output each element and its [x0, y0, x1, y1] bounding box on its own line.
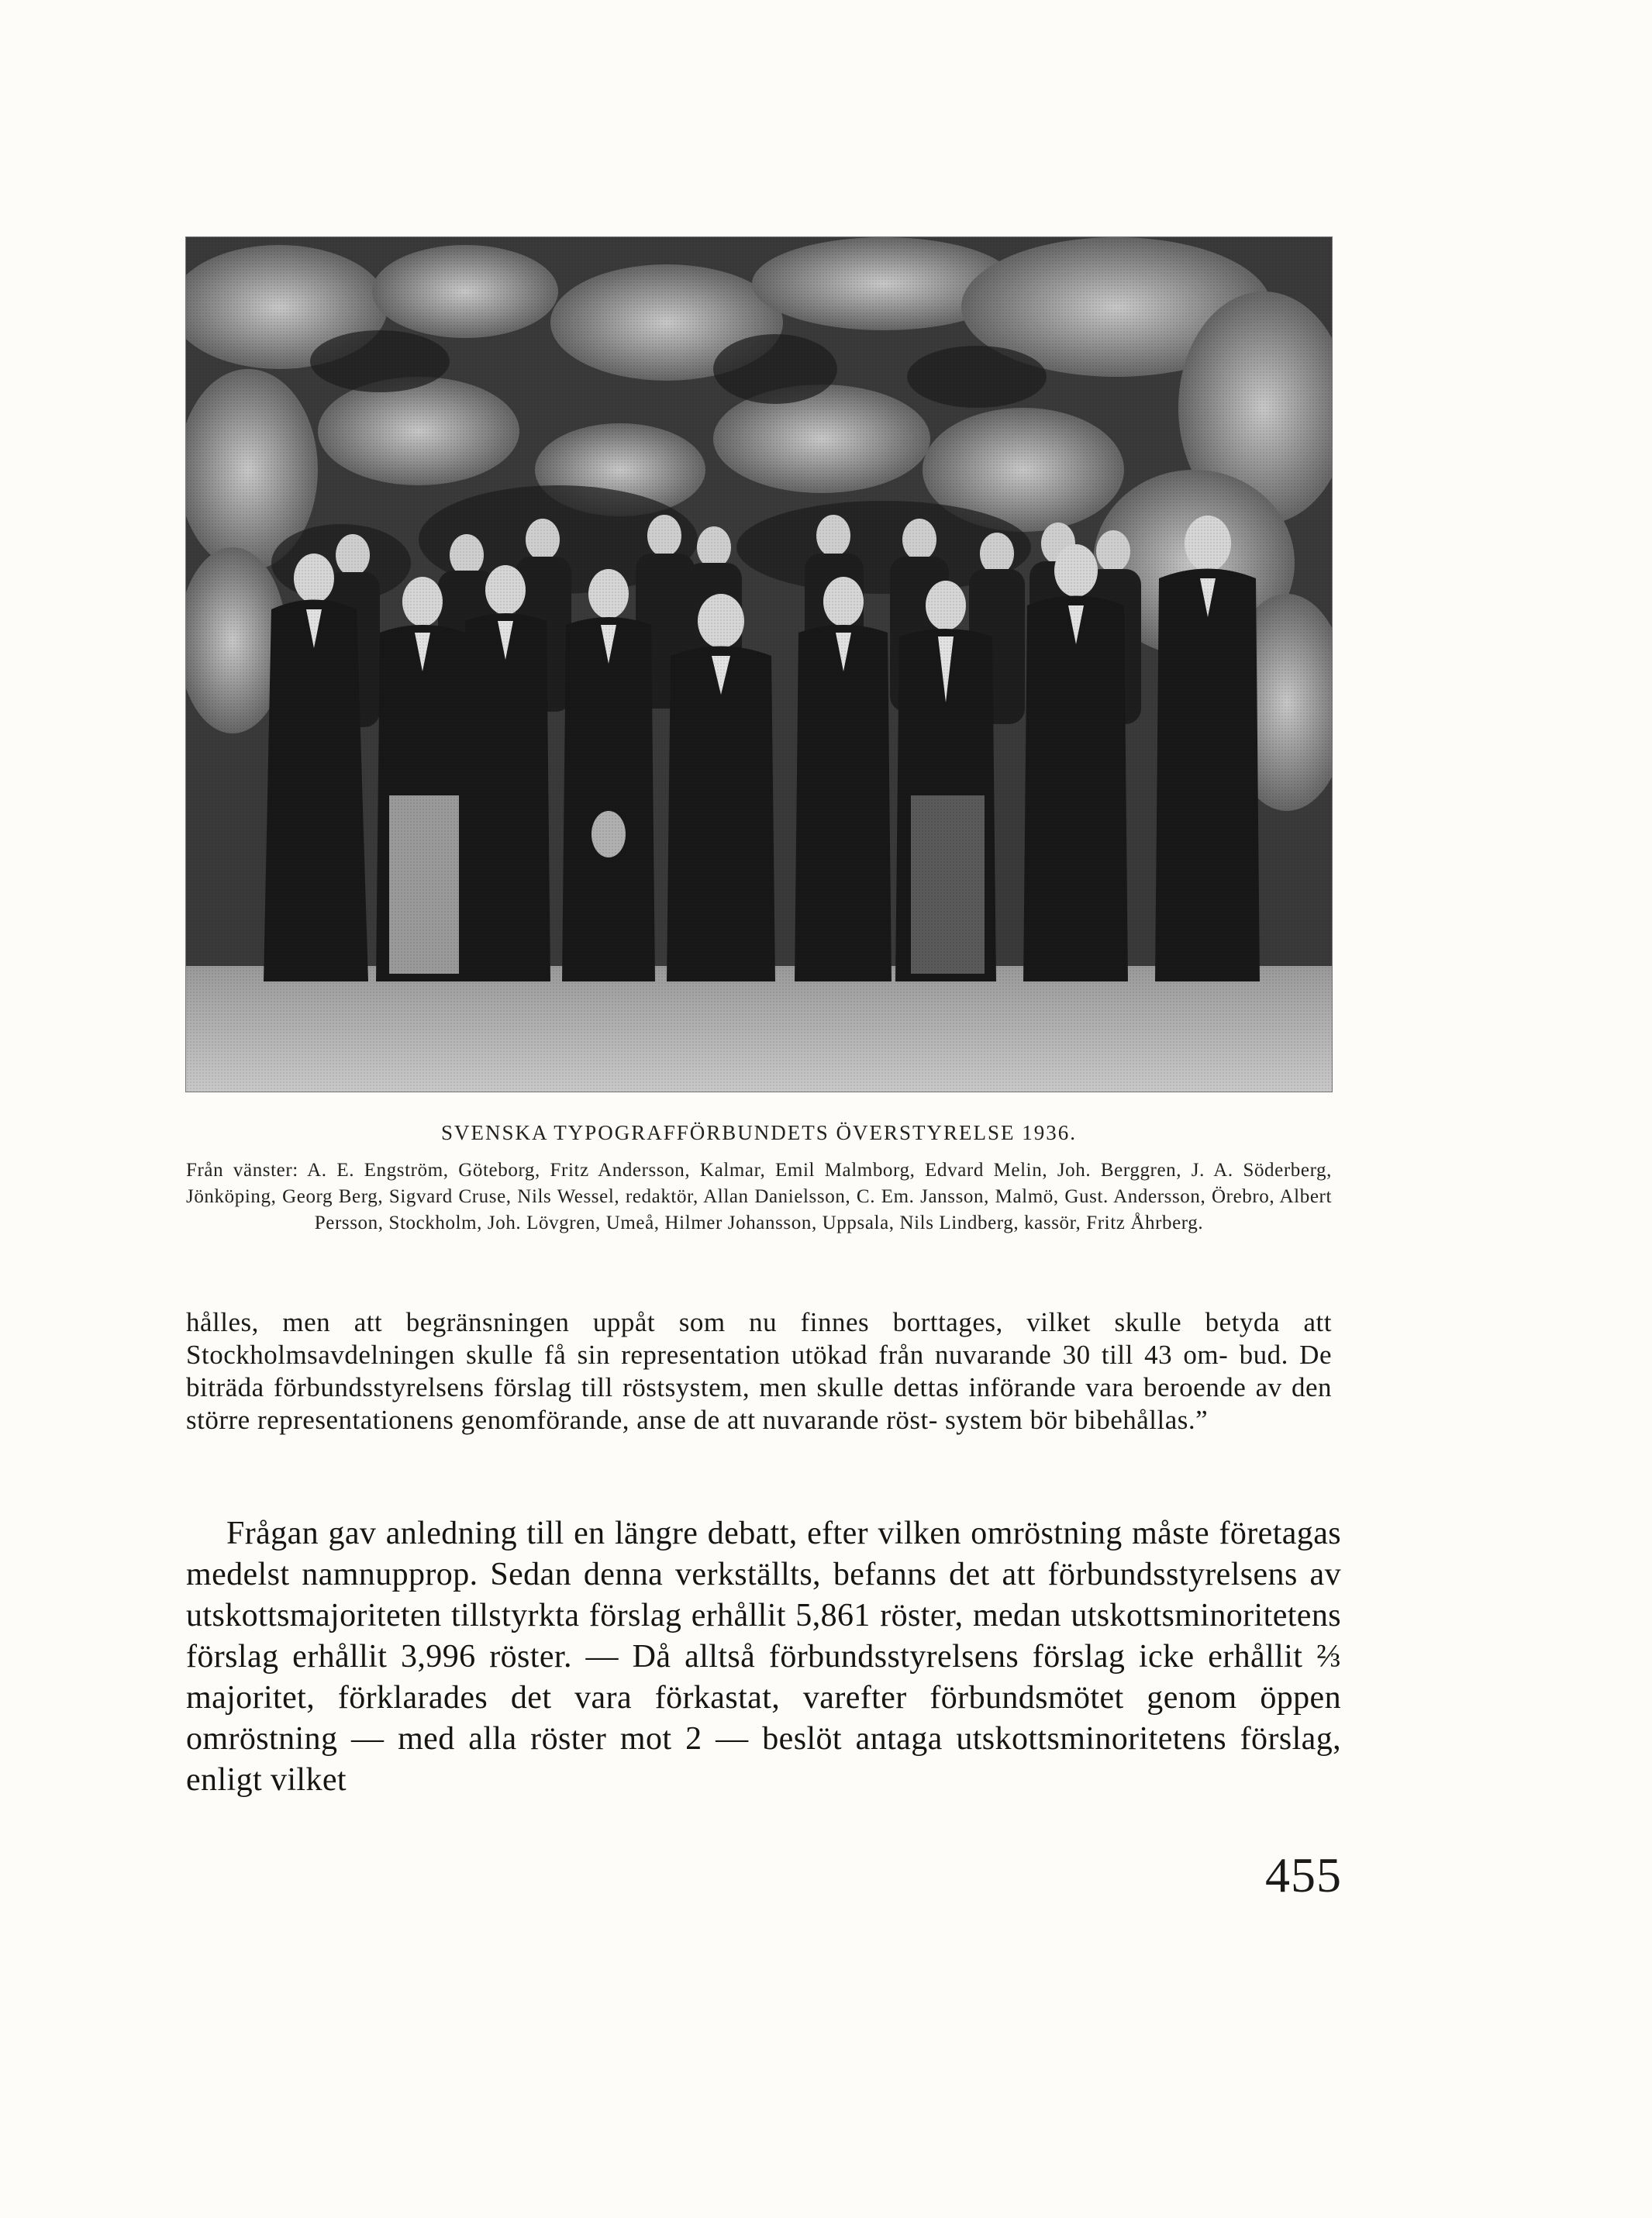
photo-caption-names: Från vänster: A. E. Engström, Göteborg, Fritz Andersson, Kalmar, Emil Malmborg, Edvard Melin, Joh. Berggren, J. A. Söderberg, Jönköping, Georg Berg, Sigvard Cruse, Nils Wessel, redaktör, Allan Danielsson, C. Em. Jansson, Malmö, Gust. Andersson, Örebro, Albert Persson, Stockholm, Joh. Lövgren, Umeå, Hilmer Johansson, Uppsala, Nils Lindberg, kassör, Fritz Åhrberg. [186, 1160, 1332, 1233]
body-paragraph-quote: hålles, men att begränsningen uppåt som nu finnes borttages, vilket skulle betyda att Stockholmsavdelningen skulle få sin representation utökad från nuvarande 30 till 43 om- bud. De biträda förbundsstyrelsens förslag till röstsystem, men skulle dettas införande vara beroende av den större representationens genomförande, anse de att nuvarande röst- system bör bibehållas.” [186, 1307, 1332, 1435]
page-number: 455 [1265, 1847, 1342, 1902]
photo-caption-title: SVENSKA TYPOGRAFFÖRBUNDETS ÖVERSTYRELSE 1936. [440, 1121, 1078, 1144]
group-photograph-image [186, 237, 1332, 1092]
body-paragraph-main: Frågan gav anledning till en längre debatt, efter vilken omröstning måste företagas medelst namnupprop. Sedan denna verkställts, befanns det att förbundsstyrelsens av utskottsmajoriteten tillstyrkta förslag erhållit 5,861 röster, medan utskottsminoritetens förslag erhållit 3,996 röster. — Då alltså förbundsstyrelsens förslag icke erhållit ⅔ majoritet, förklarades det vara förkastat, varefter förbundsmötet genom öppen omröstning — med alla röster mot 2 — beslöt antaga utskottsminoritetens förslag, enligt vilket [186, 1516, 1341, 1798]
group-photograph [186, 237, 1332, 1092]
